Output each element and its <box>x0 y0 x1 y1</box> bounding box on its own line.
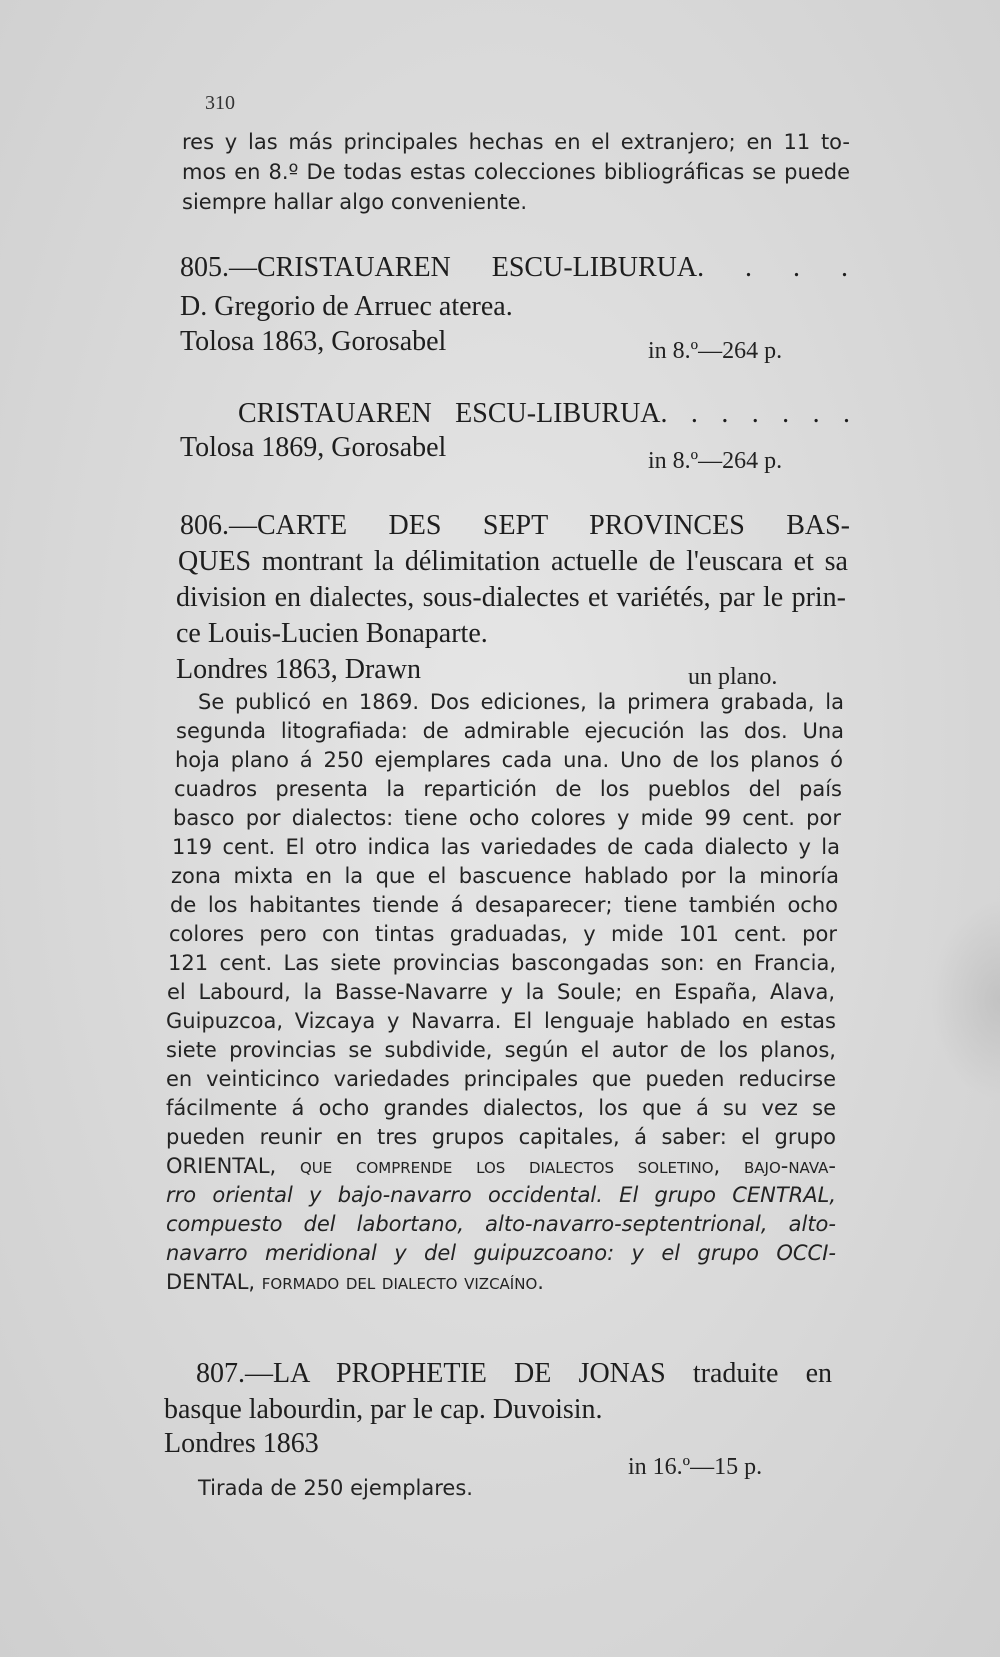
note-line: pueden reunir en tres grupos capitales, á saber: el grupo <box>166 1125 836 1149</box>
note-line: colores pero con tintas graduadas, y mide 101 cent. por <box>169 922 837 946</box>
note-line: el Labourd, la Basse-Navarre y la Soule; en España, Alava, <box>167 980 835 1004</box>
entry-title: CRISTAUAREN ESCU-LIBURUA. . . . . . . <box>238 398 850 429</box>
note-line: en veinticinco variedades principales que pueden reducirse <box>166 1067 836 1091</box>
note-line: Se publicó en 1869. Dos ediciones, la primera grabada, la <box>198 690 844 714</box>
entry-title-line: basque labourdin, par le cap. Duvoisin. <box>164 1394 603 1425</box>
entry-imprint: Tolosa 1869, Gorosabel <box>180 432 447 463</box>
note-line: ORIENTAL, que comprende los dialectos soletino, bajo-nava- <box>166 1154 836 1178</box>
note-line: navarro meridional y del guipuzcoano: y el grupo OCCI- <box>166 1241 836 1265</box>
entry-format: in 8.º—264 p. <box>648 448 783 474</box>
note-line: segunda litografiada: de admirable ejecución las dos. Una <box>176 719 844 743</box>
note-line: compuesto del labortano, alto-navarro-septentrional, alto- <box>166 1212 836 1236</box>
entry-author: D. Gregorio de Arruec aterea. <box>180 291 513 322</box>
note-line: rro oriental y bajo-navarro occidental. El grupo CENTRAL, <box>166 1183 836 1207</box>
note-line: hoja plano á 250 ejemplares cada una. Uno de los planos ó <box>175 748 843 772</box>
note-line: Guipuzcoa, Vizcaya y Navarra. El lenguaje hablado en estas <box>166 1009 836 1033</box>
entry-title-line: ce Louis-Lucien Bonaparte. <box>176 618 488 649</box>
entry-imprint: Londres 1863 <box>164 1428 319 1459</box>
intro-line: res y las más principales hechas en el extranjero; en 11 to- <box>182 130 850 154</box>
page-smudge <box>930 900 1000 1100</box>
entry-imprint: Tolosa 1863, Gorosabel <box>180 326 447 357</box>
entry-format: un plano. <box>688 664 778 690</box>
entry-format: in 16.º—15 p. <box>628 1454 763 1480</box>
entry-title-line: QUES montrant la délimitation actuelle de l'euscara et sa <box>178 546 848 577</box>
intro-line: mos en 8.º De todas estas colecciones bibliográficas se puede <box>182 160 850 184</box>
entry-title: 805.—CRISTAUAREN ESCU-LIBURUA. . . . <box>180 252 848 283</box>
note-line: DENTAL, formado del dialecto vizcaíno. <box>166 1270 544 1294</box>
note-line: fácilmente á ocho grandes dialectos, los que á su vez se <box>166 1096 836 1120</box>
note-line: de los habitantes tiende á desaparecer; tiene también ocho <box>170 893 838 917</box>
note-line: 119 cent. El otro indica las variedades de cada dialecto y la <box>172 835 840 859</box>
entry-format: in 8.º—264 p. <box>648 338 783 364</box>
entry-title-line: division en dialectes, sous-dialectes et variétés, par le prin- <box>176 582 846 613</box>
note-line: basco por dialectos: tiene ocho colores y mide 99 cent. por <box>173 806 841 830</box>
entry-imprint: Londres 1863, Drawn <box>176 654 421 685</box>
note-line: cuadros presenta la repartición de los pueblos del país <box>174 777 842 801</box>
entry-note: Tirada de 250 ejemplares. <box>198 1476 473 1500</box>
note-line: 121 cent. Las siete provincias bascongadas son: en Francia, <box>168 951 836 975</box>
entry-title-line: 806.—CARTE DES SEPT PROVINCES BAS- <box>180 510 850 541</box>
entry-title-line: 807.—LA PROPHETIE DE JONAS traduite en <box>196 1358 832 1389</box>
intro-line: siempre hallar algo conveniente. <box>182 190 528 214</box>
page-number: 310 <box>205 92 235 114</box>
note-line: siete provincias se subdivide, según el autor de los planos, <box>166 1038 836 1062</box>
note-line: zona mixta en la que el bascuence hablado por la minoría <box>171 864 839 888</box>
